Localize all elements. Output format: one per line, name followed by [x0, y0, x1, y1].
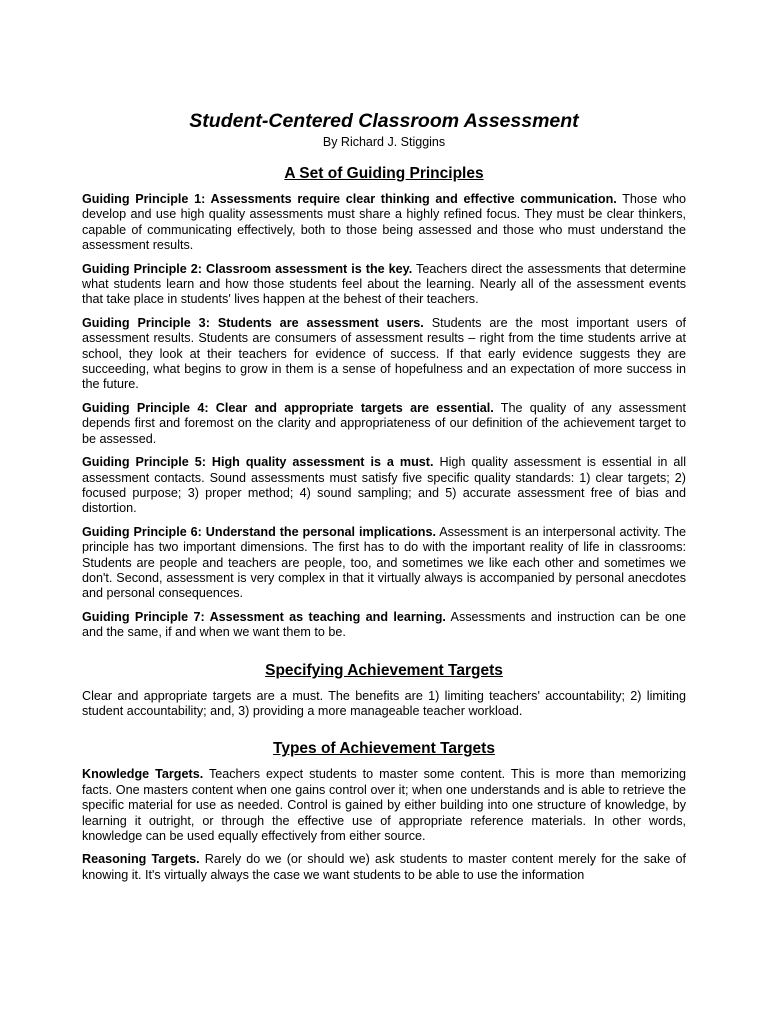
- paragraph-principle-1: [82, 192, 686, 254]
- section-heading: A Set of Guiding Principles: [284, 165, 484, 182]
- section-spacer: [82, 727, 686, 739]
- paragraph-specifying-targets: [82, 689, 686, 720]
- document-page: [82, 108, 686, 891]
- paragraph-lead: Reasoning Targets.: [82, 852, 200, 867]
- paragraph-lead: Knowledge Targets.: [82, 767, 204, 782]
- paragraph-lead: Guiding Principle 5: High quality assessment is a must.: [82, 455, 434, 470]
- paragraph-lead: Guiding Principle 7: Assessment as teaching and learning.: [82, 609, 446, 624]
- section-guiding-principles: [82, 164, 686, 641]
- paragraph-text: Students are the most important users of assessment results. Students are consumers of assessment results – right from the time students arrive at school, they look at their teachers for evidence of success. If that early evidence suggests they are succeeding, what begins to grow in them is a sense of hopefulness and an expectation of more success in the future.: [82, 315, 687, 392]
- paragraph-text: Rarely do we (or should we) ask students to master content merely for the sake of knowing it. It's virtually always the case we want students to be able to use the information: [82, 852, 686, 882]
- paragraph-text: Teachers expect students to master some content. This is more than memorizing facts. One masters content when one gains control over it; when one understands and is able to retrieve the specific material for use as needed. Control is gained by either building into one structure of knowledge, by learning it outright, or through the effective use of appropriate reference materials. In other words, knowledge can be used equally effectively from either source.: [82, 767, 686, 843]
- paragraph-principle-5: [82, 455, 686, 517]
- paragraph-reasoning-targets: [82, 852, 686, 883]
- paragraph-text: Teachers direct the assessments that determine what students learn and how those students feel about the learning. Nearly all of the assessment events that take place in students' lives happen at the behest of their teachers.: [82, 261, 686, 307]
- paragraph-principle-2: [82, 262, 686, 308]
- paragraph-lead: Guiding Principle 3: Students are assessment users.: [82, 315, 424, 330]
- paragraph-text: High quality assessment is essential in all assessment contacts. Sound assessments must satisfy five specific quality standards: 1) clear targets; 2) focused purpose; 3) proper method; 4) sound sampling; and 5) accurate assessment free of bias and distortion.: [82, 455, 686, 516]
- paragraph-knowledge-targets: [82, 767, 686, 844]
- paragraph-principle-7: [82, 610, 686, 641]
- paragraph-principle-6: [82, 525, 686, 602]
- section-spacer: [82, 649, 686, 661]
- paragraph-text: Those who develop and use high quality assessments must share a highly refined focus. They must be clear thinkers, capable of communicating effectively, both to those being assessed and those who must understand the assessment results.: [82, 192, 687, 253]
- section-types-of-targets: [82, 739, 686, 883]
- section-heading: Types of Achievement Targets: [273, 740, 495, 758]
- document-title: Student-Centered Classroom Assessment: [189, 110, 579, 132]
- paragraph-lead: Guiding Principle 6: Understand the personal implications.: [82, 524, 436, 539]
- section-heading: Specifying Achievement Targets: [265, 661, 503, 679]
- paragraph-text: Assessment is an interpersonal activity. The principle has two important dimensions. The first has to do with the important reality of life in classrooms: Students are people and teachers are people, too, and sometimes we like each other and sometimes we don't. Second, assessment is very complex in that it virtually always is accompanied by personal anecdotes and personal consequences.: [82, 524, 687, 601]
- paragraph-lead: Guiding Principle 2: Classroom assessment is the key.: [82, 261, 413, 276]
- paragraph-lead: Guiding Principle 1: Assessments require clear thinking and effective communication.: [82, 192, 617, 206]
- paragraph-lead: Guiding Principle 4: Clear and appropriate targets are essential.: [82, 400, 494, 415]
- section-specifying-targets: [82, 661, 686, 720]
- paragraph-text: The quality of any assessment depends first and foremost on the clarity and appropriateness of our definition of the achievement target to be assessed.: [82, 400, 686, 446]
- document-author: By Richard J. Stiggins: [322, 135, 446, 149]
- paragraph-principle-4: [82, 401, 686, 447]
- paragraph-principle-3: [82, 316, 686, 393]
- paragraph-text: Assessments and instruction can be one and the same, if and when we want them to be.: [82, 609, 686, 640]
- paragraph-text: Clear and appropriate targets are a must. The benefits are 1) limiting teachers' accountability; 2) limiting student accountability; and, 3) providing a more manageable teacher workload.: [82, 688, 686, 718]
